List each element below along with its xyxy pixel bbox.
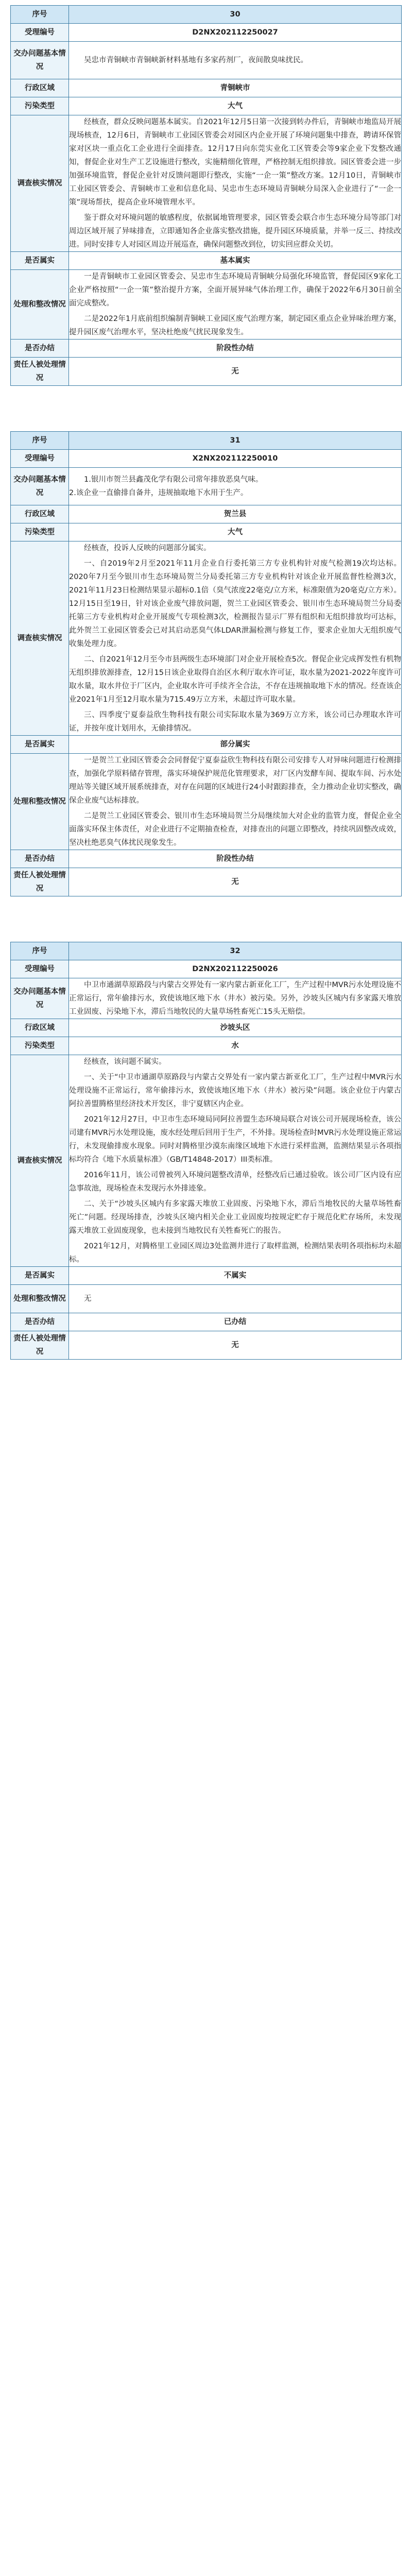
verify-label: 调查核实情况 xyxy=(11,1055,69,1267)
verify-text: 经核查，投诉人反映的问题部分属实。 一、自2019年2月至2021年11月企业自行委托第三方专业机构针对废气检测19次均达标。2020年7月至今银川市生态环境局贺兰分局委托第三方专业机构针对该企业开展监督性检测3次，2021年11月23日检测结果显示超标0.1倍（臭气浓度22毫克/立方米，标准限值为20毫克/立方米）。12月15日至19日，针对该企业废气排放问题，贺兰工业园区管委会、银川市生态环境局贺兰分局委托第三方专业机构对企业开展废气专项检测3次，检测报告显示厂界有组织和无组织排放均可达标，此外贺兰工业园区管委会已对其启动恶臭气体LDAR泄漏检测与修复工作，要求企业加大无组织废气收集处理力度。 二、自2021年12月至今市县两级生态环境部门对企业开展检查5次。督促企业完成挥发性有机物无组织排放源排查，12月15日该企业取得自治区水利厅取水许可证，取水量为2021-2022年度许可取水量，取水井位于厂区内，企业取水许可手续齐全合法，不存在违规抽取地下水的情况。经查该企业2021年1月至12月取水量为715.49万立方米，未超过许可取水量。 三、四季度宁夏泰益欣生物科技有限公司实际取水量为369万立方米，该公司已办理取水许可证，并按年度计划用水，无偷排情况。 xyxy=(69,541,402,736)
resp-value: 无 xyxy=(69,1331,402,1360)
serial-label: 序号 xyxy=(11,942,69,960)
is-true-value: 基本属实 xyxy=(69,252,402,270)
basic-label: 交办问题基本情况 xyxy=(11,468,69,505)
serial-label: 序号 xyxy=(11,432,69,450)
done-label: 是否办结 xyxy=(11,340,69,358)
region-value: 贺兰县 xyxy=(69,505,402,523)
handling-text: 一是贺兰工业园区管委会会同督促宁夏泰益欣生物科技有限公司安排专人对异味问题进行检测排查，加强化学原料储存管理，落实环境保护规范化管理要求，对厂区内发酵车间、提取车间、污水处理站等关键区域开展系统排查，对存在问题的区域进行24小时跟踪排查，全力推动企业切实整改，确保企业废气达标排放。 二是贺兰工业园区管委会、银川市生态环境局贺兰分局继续加大对企业的监管力度，督促企业全面落实环保主体责任，对企业进行不定期抽查检查，对排查出的问题立即整改，持续巩固整改成效，坚决杜绝恶臭气体扰民现象发生。 xyxy=(69,754,402,850)
handling-text: 无 xyxy=(69,1285,402,1313)
resp-value: 无 xyxy=(69,358,402,386)
resp-label: 责任人被处理情况 xyxy=(11,868,69,896)
region-label: 行政区域 xyxy=(11,1019,69,1037)
verify-label: 调查核实情况 xyxy=(11,541,69,736)
region-label: 行政区域 xyxy=(11,505,69,523)
serial-label: 序号 xyxy=(11,6,69,24)
id-label: 受理编号 xyxy=(11,960,69,978)
handling-label: 处理和整改情况 xyxy=(11,754,69,850)
handling-text: 一是青铜峡市工业园区管委会、吴忠市生态环境局青铜峡分局强化环境监管，督促园区9家化工企业严格按照“一企一策”整治提升方案，全面开展异味气体治理工作，确保于2022年6月30日前全面完成整改。 二是2022年1月底前组织编制青铜峡工业园区废气治理方案，制定园区重点企业异味治理方案，提升园区废气治理水平，坚决杜绝废气扰民现象发生。 xyxy=(69,270,402,340)
region-value: 沙坡头区 xyxy=(69,1019,402,1037)
serial-number: 30 xyxy=(69,6,402,24)
done-label: 是否办结 xyxy=(11,850,69,868)
pollution-value: 水 xyxy=(69,1037,402,1055)
case-table xyxy=(10,942,402,1360)
is-true-value: 部分属实 xyxy=(69,736,402,754)
done-value: 已办结 xyxy=(69,1313,402,1331)
pollution-label: 污染类型 xyxy=(11,97,69,115)
basic-info: 中卫市通湖草原路段与内蒙古交界处有一家内蒙古新亚化工厂，生产过程中MVR污水处理设施不正常运行，常年偷排污水，致使该地区地下水（井水）被污染。另外，沙坡头区城内有多家露天堆放工业固废、污染地下水，滞后当地牧民的大量草场牲畜死亡15头无赔偿。 xyxy=(69,978,402,1019)
serial-number: 31 xyxy=(69,432,402,450)
pollution-value: 大气 xyxy=(69,97,402,115)
done-label: 是否办结 xyxy=(11,1313,69,1331)
verify-text: 经核查，群众反映问题基本属实。自2021年12月5日第一次接到转办件后，青铜峡市地监局开展现场核查，12月6日，青铜峡市工业园区管委会对园区内企业开展了环境问题集中排查，聘请环保管家对区块一重点化工企业进行全面排查。12月17日向东莞实业化工区管委会等9家企业下发整改通知，督促企业对生产工艺设施进行整改，实施精细化管理，严格控制无组织排放。园区管委会进一步加强环境监管，督促企业针对反馈问题即行整改，实施“一企一策”整改方案。12月10日，青铜峡市工业园区管委会、青铜峡市工业和信息化局、吴忠市生态环境局青铜峡分局深入企业进行了“一企一策”现场帮扶，提高企业环境管理水平。 鉴于群众对环境问题的敏感程度，依据属地管理要求，园区管委会联合市生态环境分局等部门对周边区域开展了异味排查，立即通知各企业落实整改措施，提升园区环境质量，并举一反三、持续改进。同时安排专人对园区周边开展巡查，确保问题整改到位，切实回应群众关切。 xyxy=(69,115,402,252)
verify-text: 经核查，该问题不属实。 一、关于“中卫市通湖草原路段与内蒙古交界处有一家内蒙古新亚化工厂，生产过程中MVR污水处理设施不正常运行，常年偷排污水，致使该地区地下水（井水）被污染”问题。该企业位于内蒙古阿拉善盟腾格里经济技术开发区，非宁夏辖区内企业。 2021年12月27日，中卫市生态环境局同阿拉善盟生态环境局联合对该公司开展现场检查，该公司建有MVR污水处理设施，废水经处理后回用于生产，不外排。现场检查时MVR污水处理设施正常运行，未发现偷排废水现象。同时对腾格里沙漠东南缘区域地下水进行采样监测，监测结果显示各项指标均符合《地下水质量标准》（GB/T14848-2017）III类标准。 2016年11月，该公司曾被列入环境问题整改清单，经整改后已通过验收。该公司厂区内设有应急事故池，现场检查未发现污水外排迹象。 二、关于“沙坡头区城内有多家露天堆放工业固废、污染地下水，滞后当地牧民的大量草场牲畜死亡”问题。经现场排查，沙坡头区境内相关企业工业固废均按规定贮存于规范化贮存场所，未发现露天堆放工业固废现象，也未接到当地牧民有关牲畜死亡的报告。 2021年12月，对腾格里工业园区周边3处监测井进行了取样监测，检测结果表明各项指标均未超标。 xyxy=(69,1055,402,1267)
resp-label: 责任人被处理情况 xyxy=(11,1331,69,1360)
case-id: D2NX202112250027 xyxy=(69,24,402,42)
id-label: 受理编号 xyxy=(11,450,69,468)
basic-label: 交办问题基本情况 xyxy=(11,978,69,1019)
handling-label: 处理和整改情况 xyxy=(11,1285,69,1313)
verify-label: 调查核实情况 xyxy=(11,115,69,252)
handling-label: 处理和整改情况 xyxy=(11,270,69,340)
pollution-value: 大气 xyxy=(69,523,402,541)
done-value: 阶段性办结 xyxy=(69,340,402,358)
pollution-label: 污染类型 xyxy=(11,523,69,541)
case-id: D2NX202112250026 xyxy=(69,960,402,978)
serial-number: 32 xyxy=(69,942,402,960)
done-value: 阶段性办结 xyxy=(69,850,402,868)
case-id: X2NX202112250010 xyxy=(69,450,402,468)
resp-value: 无 xyxy=(69,868,402,896)
is-true-label: 是否属实 xyxy=(11,1267,69,1285)
basic-label: 交办问题基本情况 xyxy=(11,42,69,79)
region-label: 行政区域 xyxy=(11,79,69,97)
pollution-label: 污染类型 xyxy=(11,1037,69,1055)
basic-info: 吴忠市青铜峡市青铜峡新材料基地有多家药剂厂，夜间散臭味扰民。 xyxy=(69,42,402,79)
region-value: 青铜峡市 xyxy=(69,79,402,97)
id-label: 受理编号 xyxy=(11,24,69,42)
is-true-label: 是否属实 xyxy=(11,736,69,754)
case-table xyxy=(10,431,402,896)
is-true-label: 是否属实 xyxy=(11,252,69,270)
resp-label: 责任人被处理情况 xyxy=(11,358,69,386)
basic-info: 1.银川市贺兰县鑫茂化学有限公司常年排放恶臭气味。 2.该企业一直偷排自备井，违规抽取地下水用于生产。 xyxy=(69,468,402,505)
case-table xyxy=(10,5,402,386)
is-true-value: 不属实 xyxy=(69,1267,402,1285)
